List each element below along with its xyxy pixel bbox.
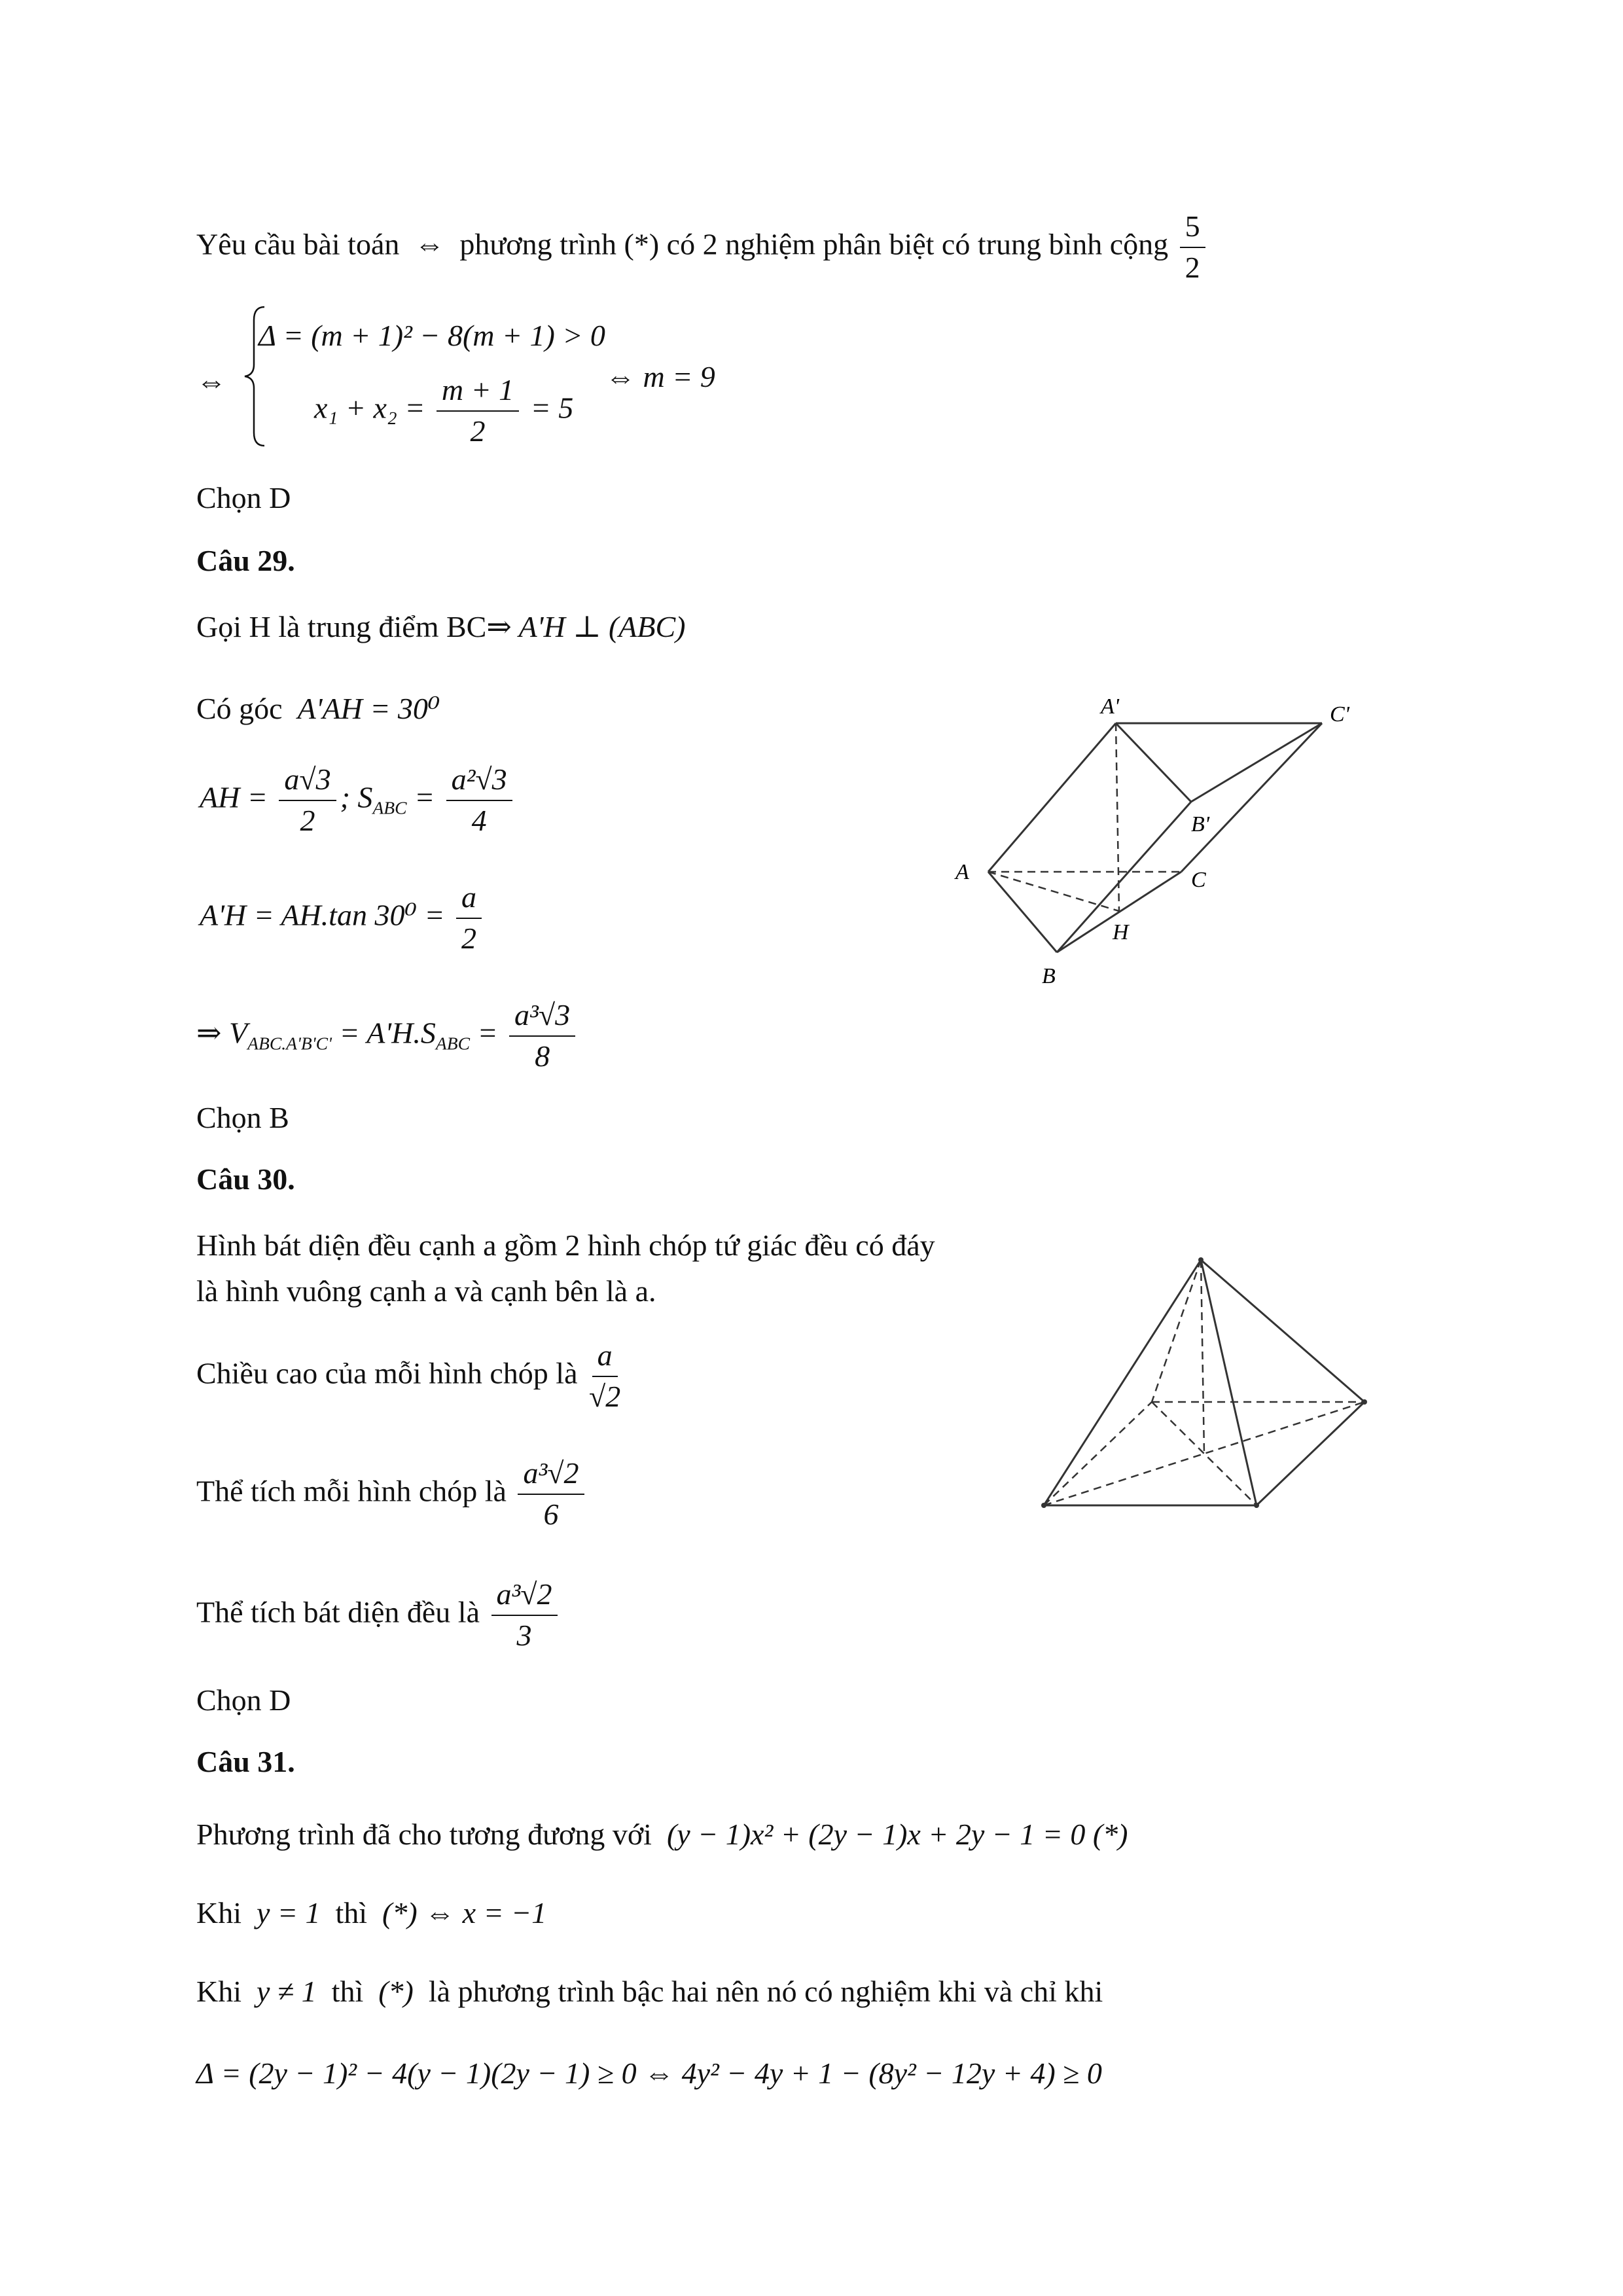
lateral-right <box>1201 1260 1364 1402</box>
lateral-left <box>1044 1260 1201 1505</box>
height <box>1201 1260 1204 1454</box>
octahedron-volume-text: Thể tích bát diện đều là <box>196 1595 480 1629</box>
when-text: Khi <box>196 1896 241 1929</box>
q30-line-1: Hình bát diện đều cạnh a gồm 2 hình chóp tứ giác đều có đáy <box>196 1229 935 1262</box>
q29-line-2 <box>196 691 440 727</box>
edge-c1-b1 <box>1191 723 1322 802</box>
frac-den: 3 <box>516 1618 532 1652</box>
frac-num: 5 <box>1180 209 1205 248</box>
label-b1: B' <box>1191 812 1210 836</box>
volume-fraction <box>509 998 575 1074</box>
edge-c1-c <box>1181 723 1322 872</box>
label-b: B <box>1042 964 1056 988</box>
choose-answer-d-2: Chọn D <box>196 1683 291 1717</box>
frac-den: 6 <box>543 1497 559 1531</box>
frac-den: 2 <box>1185 250 1200 284</box>
question-31-heading: Câu 31. <box>196 1745 295 1778</box>
sum-roots: x₁ + x₂ = <box>314 391 425 425</box>
frac-den: 2 <box>300 803 315 837</box>
q31-line-3 <box>196 1973 1103 2010</box>
frac-den: 4 <box>471 803 487 837</box>
frac-den: 2 <box>461 921 476 955</box>
base-left <box>1044 1402 1152 1505</box>
q31-line-2 <box>196 1895 546 1931</box>
pyramid-volume-fraction <box>518 1456 584 1532</box>
q29-angle-math: A'AH = 30⁰ <box>297 692 440 725</box>
y-equals-1: y = 1 <box>257 1896 321 1929</box>
frac-den: 2 <box>470 414 486 448</box>
pyramid-figure <box>1027 1247 1394 1528</box>
ah-fraction <box>279 762 336 838</box>
vertex-dot <box>1362 1399 1367 1405</box>
m-plus-one-half <box>437 373 519 449</box>
frac-num: m + 1 <box>437 373 519 412</box>
volume-sub2: ABC <box>435 1033 470 1054</box>
q31-line-1 <box>196 1816 1128 1853</box>
frac-num: a <box>456 880 482 919</box>
system-row-1: Δ = (m + 1)² − 8(m + 1) > 0 <box>259 319 605 352</box>
requirement-text-b: phương trình (*) có 2 nghiệm phân biệt có trung bình cộng <box>459 227 1169 261</box>
eq-sign: = <box>477 1016 498 1050</box>
apex-dot <box>1198 1257 1204 1263</box>
lateral-front <box>1201 1260 1257 1505</box>
pyramid-volume-text: Thể tích mỗi hình chóp là <box>196 1474 507 1508</box>
s-sub: ABC <box>372 797 407 818</box>
ah-eq: AH = <box>200 780 268 814</box>
q29-math: ⇒ A'H ⊥ (ABC) <box>486 610 686 643</box>
edge-a-a1 <box>988 723 1116 872</box>
frac-num: a²√3 <box>446 762 512 801</box>
q31-equiv-text: Phương trình đã cho tương đương với <box>196 1818 652 1851</box>
q30-line-3 <box>196 1338 624 1414</box>
q29-line-4 <box>200 880 486 956</box>
requirement-line <box>196 209 1209 285</box>
q29-line-1 <box>196 609 686 645</box>
frac-num: a³√2 <box>491 1577 558 1616</box>
frac-num: a³√3 <box>509 998 575 1037</box>
then-text: thì <box>335 1896 368 1929</box>
frac-den: √2 <box>589 1379 621 1413</box>
segment-a1-h <box>1116 723 1119 911</box>
label-c: C <box>1191 868 1206 892</box>
q31-equation: (y − 1)x² + (2y − 1)x + 2y − 1 = 0 (*) <box>666 1818 1128 1851</box>
quadratic-text: là phương trình bậc hai nên nó có nghiệm khi và chỉ khi <box>428 1975 1103 2008</box>
choose-answer-b: Chọn B <box>196 1101 289 1134</box>
a1h-eq: A'H = AH.tan 30⁰ = <box>200 898 445 932</box>
vertex-dot <box>1254 1503 1259 1508</box>
edge-a-b <box>988 872 1057 952</box>
system-result: ⇔ m = 9 <box>605 360 715 393</box>
equals-five: = 5 <box>530 391 574 425</box>
y-not-1: y ≠ 1 <box>257 1975 317 2008</box>
q29-line-3 <box>200 762 516 838</box>
area-fraction <box>446 762 512 838</box>
frac-den: 8 <box>535 1039 550 1073</box>
volume-label: ⇒ V <box>196 1016 248 1050</box>
prism-figure <box>929 674 1427 1014</box>
question-30-heading: Câu 30. <box>196 1162 295 1196</box>
edge-a1-b1 <box>1116 723 1191 802</box>
label-h: H <box>1113 920 1129 944</box>
q30-line-5 <box>196 1577 562 1653</box>
equivalence-symbol: ⇔ <box>406 227 452 261</box>
s-label: ; S <box>340 780 373 814</box>
vertex-dot <box>1041 1503 1046 1508</box>
requirement-text-a: Yêu cầu bài toán <box>196 227 400 261</box>
a-half-fraction <box>456 880 482 956</box>
frac-num: a <box>592 1338 618 1377</box>
star-ref: (*) <box>378 1975 414 2008</box>
q29-text: Gọi H là trung điểm BC <box>196 610 487 643</box>
x-equals-minus-1: (*) ⇔ x = −1 <box>382 1896 547 1929</box>
system-row-2 <box>314 373 573 449</box>
label-a1: A' <box>1101 694 1120 719</box>
base-right <box>1257 1402 1364 1505</box>
q29-angle-text: Có góc <box>196 692 283 725</box>
system-equiv: ⇔ <box>196 365 226 398</box>
frac-num: a³√2 <box>518 1456 584 1495</box>
when-text: Khi <box>196 1975 241 2008</box>
label-a: A <box>955 860 969 884</box>
five-halves-fraction <box>1180 209 1205 285</box>
volume-mid: = A'H.S <box>339 1016 436 1050</box>
lateral-back <box>1152 1260 1201 1402</box>
q31-line-4: Δ = (2y − 1)² − 4(y − 1)(2y − 1) ≥ 0 ⇔ 4y² − 4y + 1 − (8y² − 12y + 4) ≥ 0 <box>196 2056 1102 2090</box>
choose-answer-d: Chọn D <box>196 481 291 514</box>
q30-line-2: là hình vuông cạnh a và cạnh bên là a. <box>196 1274 656 1308</box>
q30-line-4 <box>196 1456 588 1532</box>
question-29-heading: Câu 29. <box>196 544 295 577</box>
volume-sub: ABC.A'B'C' <box>247 1033 332 1054</box>
height-fraction <box>589 1338 620 1414</box>
q29-line-5 <box>196 998 579 1074</box>
eq-sign: = <box>414 780 435 814</box>
label-c1: C' <box>1330 702 1349 726</box>
height-text: Chiều cao của mỗi hình chóp là <box>196 1356 578 1390</box>
then-text: thì <box>331 1975 364 2008</box>
frac-num: a√3 <box>279 762 336 801</box>
octahedron-volume-fraction <box>491 1577 558 1653</box>
